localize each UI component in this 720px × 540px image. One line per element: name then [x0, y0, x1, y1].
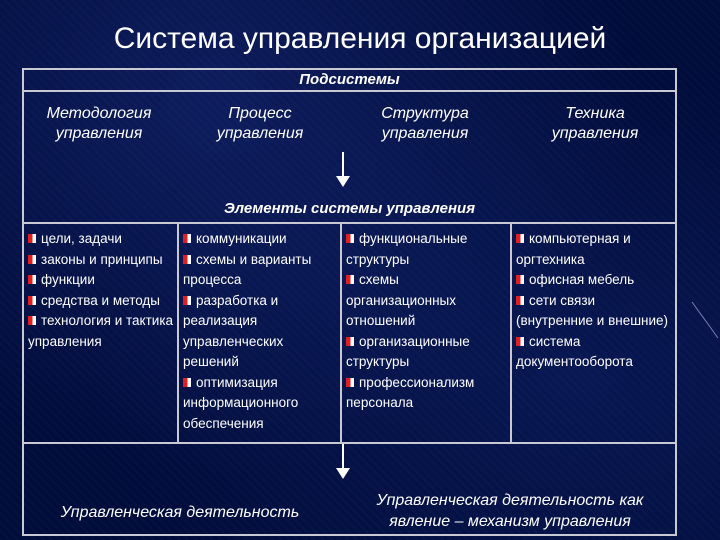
elements-column-methodology	[28, 229, 174, 352]
bullet-icon	[516, 234, 524, 243]
subsystem-structure	[345, 104, 505, 144]
management-activity-label: Управленческая деятельность	[60, 504, 300, 521]
subsystem-technique	[515, 104, 675, 144]
page-title: Система управления организацией	[113, 22, 607, 55]
subsystem-line: Методология	[46, 105, 152, 122]
list-item: организационные структуры	[346, 333, 470, 369]
bullet-icon	[346, 378, 354, 387]
elements-header: Элементы системы управления	[223, 200, 476, 217]
elements-divider	[22, 222, 677, 224]
elements-column-technique	[516, 229, 674, 373]
arrow-down-icon	[333, 444, 353, 480]
list-item: профессионализм персонала	[346, 374, 475, 410]
list-item: средства и методы	[28, 291, 174, 312]
bullet-icon	[346, 275, 354, 284]
list-item: офисная мебель	[516, 270, 674, 291]
list-item: разработка и реализация управленческих решений	[183, 292, 284, 369]
arrow-down-icon	[333, 152, 353, 188]
bullet-icon	[183, 378, 191, 387]
subsystem-line: Техника	[565, 105, 625, 122]
subsystem-line: управления	[551, 125, 639, 142]
management-mechanism-label	[350, 490, 670, 532]
column-divider	[177, 222, 179, 442]
list-item: функции	[28, 270, 174, 291]
list-item: функциональные структуры	[346, 231, 468, 267]
elements-column-structure	[346, 229, 506, 414]
bullet-icon	[516, 296, 524, 305]
bullet-icon	[28, 296, 36, 305]
column-divider	[340, 222, 342, 442]
subsystem-line: Структура	[381, 105, 469, 122]
mechanism-line: Управленческая деятельность как	[376, 492, 644, 509]
bullet-icon	[516, 337, 524, 346]
bullet-icon	[346, 234, 354, 243]
header-divider	[22, 90, 677, 92]
list-item: оптимизация информационного обеспечения	[183, 374, 299, 431]
subsystem-line: Процесс	[228, 105, 292, 122]
bullet-icon	[28, 275, 36, 284]
list-item: коммуникации	[183, 229, 337, 250]
subsystem-methodology	[24, 104, 174, 144]
list-item: цели, задачи	[28, 229, 174, 250]
bullet-icon	[28, 316, 36, 325]
list-item: система документооборота	[516, 333, 633, 369]
list-item: компьютерная и оргтехника	[516, 231, 631, 267]
bullet-icon	[183, 296, 191, 305]
bullet-icon	[183, 234, 191, 243]
list-item: схемы организационных отношений	[346, 272, 456, 328]
subsystem-line: управления	[216, 125, 304, 142]
mechanism-line: явление – механизм управления	[389, 513, 631, 530]
bullet-icon	[516, 275, 524, 284]
bullet-icon	[28, 234, 36, 243]
bullet-icon	[183, 255, 191, 264]
subsystem-line: управления	[381, 125, 469, 142]
column-divider	[510, 222, 512, 442]
list-item: технология и тактика управления	[28, 313, 174, 349]
list-item: схемы и варианты процесса	[183, 251, 312, 287]
subsystem-process	[180, 104, 340, 144]
subsystem-line: управления	[55, 125, 143, 142]
list-item: законы и принципы	[28, 250, 174, 271]
subsystems-header: Подсистемы	[299, 71, 400, 88]
bullet-icon	[346, 337, 354, 346]
decorative-streak	[690, 300, 720, 360]
bullet-icon	[28, 255, 36, 264]
elements-column-process	[183, 229, 337, 434]
list-item: сети связи (внутренние и внешние)	[516, 292, 669, 328]
